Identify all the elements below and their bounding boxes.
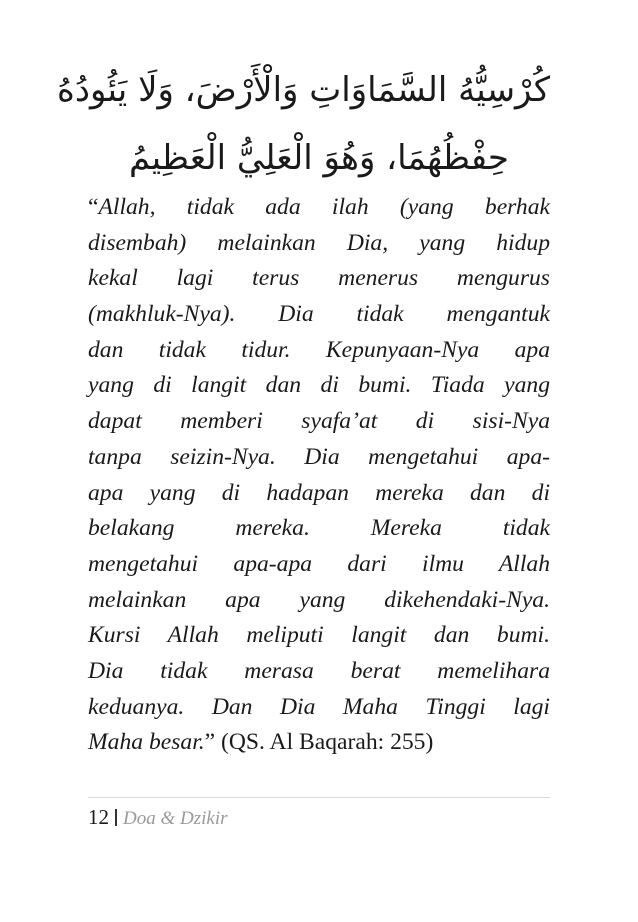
translation-line: dapat memberi syafa’at di sisi-Nya: [88, 408, 550, 435]
translation-line: tanpa seizin-Nya. Dia mengetahui apa-: [88, 443, 550, 470]
surah-citation: ” (QS. Al Baqarah: 255): [204, 729, 434, 756]
translation-line: yang di langit dan di bumi. Tiada yang: [88, 372, 550, 399]
footer-separator: [115, 809, 117, 826]
book-title: Doa & Dzikir: [123, 808, 228, 829]
page-number: 12: [88, 805, 109, 829]
translation-line: belakang mereka. Mereka tidak: [88, 515, 550, 542]
translation-line: kekal lagi terus menerus mengurus: [88, 265, 550, 292]
translation-line: Dia tidak merasa berat memelihara: [88, 657, 550, 684]
arabic-verse-line-1: كُرْسِيُّهُ السَّمَاوَاتِ وَالْأَرْضَ، وَلَا يَئُودُهُ: [57, 70, 550, 110]
open-quote: “: [88, 194, 99, 220]
translation-line: mengetahui apa-apa dari ilmu Allah: [88, 550, 550, 577]
footer-divider: [88, 797, 550, 798]
translation-line: (makhluk-Nya). Dia tidak mengantuk: [88, 301, 550, 328]
translation-line: Kursi Allah meliputi langit dan bumi.: [88, 622, 550, 649]
arabic-verse-line-2: حِفْظُهُمَا، وَهُوَ الْعَلِيُّ الْعَظِيمُ: [129, 138, 509, 178]
page-footer: [88, 803, 228, 833]
translation-line: keduanya. Dan Dia Maha Tinggi lagi: [88, 693, 550, 720]
translation-last-line: [88, 725, 550, 761]
translation-last-italic: Maha besar.: [88, 729, 205, 756]
translation-line: apa yang di hadapan mereka dan di: [88, 479, 550, 506]
translation-line-text: Allah, tidak ada ilah (yang berhak: [98, 194, 550, 220]
translation-line: dan tidak tidur. Kepunyaan-Nya apa: [88, 336, 550, 363]
translation-line: disembah) melainkan Dia, yang hidup: [88, 229, 550, 256]
translation-line: melainkan apa yang dikehendaki-Nya.: [88, 586, 550, 613]
translation-line: [88, 190, 550, 226]
verse-translation: [88, 190, 550, 761]
